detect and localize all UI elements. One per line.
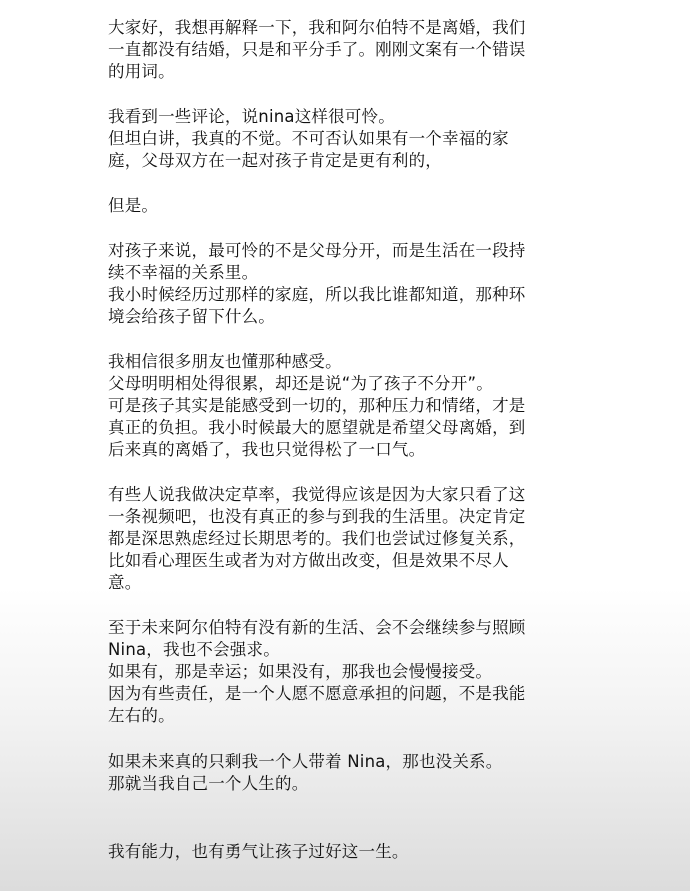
text-line: 我看到一些评论，说nina这样很可怜。 <box>108 107 395 126</box>
text-line: 意。 <box>108 573 142 592</box>
text-line: 庭，父母双方在一起对孩子肯定是更有利的， <box>108 151 442 170</box>
text-line: 我小时候经历过那样的家庭，所以我比谁都知道，那种环 <box>108 285 526 304</box>
text-line: 的用词。 <box>108 62 175 81</box>
text-line: 一直都没有结婚，只是和平分手了。刚刚文案有一个错误 <box>108 40 526 59</box>
text-line: 但是。 <box>108 196 159 215</box>
text-line: 境会给孩子留下什么。 <box>108 307 275 326</box>
text-line: 我有能力，也有勇气让孩子过好这一生。 <box>108 842 409 861</box>
text-line: 有些人说我做决定草率，我觉得应该是因为大家只看了这 <box>108 485 526 504</box>
text-line: 真正的负担。我小时候最大的愿望就是希望父母离婚，到 <box>108 418 526 437</box>
text-line: 对孩子来说，最可怜的不是父母分开，而是生活在一段持 <box>108 241 526 260</box>
text-line: 可是孩子其实是能感受到一切的，那种压力和情绪，才是 <box>108 396 526 415</box>
text-line: Nina，我也不会强求。 <box>108 640 280 659</box>
text-line: 因为有些责任，是一个人愿不愿意承担的问题，不是我能 <box>108 684 526 703</box>
text-line: 那就当我自己一个人生的。 <box>108 774 309 793</box>
text-line: 大家好，我想再解释一下，我和阿尔伯特不是离婚，我们 <box>108 18 526 37</box>
text-line: 如果有，那是幸运；如果没有，那我也会慢慢接受。 <box>108 662 493 681</box>
text-line: 比如看心理医生或者为对方做出改变，但是效果不尽人 <box>108 551 509 570</box>
text-line: 如果未来真的只剩我一个人带着 Nina，那也没关系。 <box>108 752 503 771</box>
text-line: 都是深思熟虑经过长期思考的。我们也尝试过修复关系， <box>108 529 526 548</box>
text-line: 父母明明相处得很累，却还是说“为了孩子不分开”。 <box>108 374 493 393</box>
text-line: 左右的。 <box>108 706 175 725</box>
text-line: 但坦白讲，我真的不觉。不可否认如果有一个幸福的家 <box>108 129 509 148</box>
text-line: 至于未来阿尔伯特有没有新的生活、会不会继续参与照顾 <box>108 618 526 637</box>
text-line: 我相信很多朋友也懂那种感受。 <box>108 352 342 371</box>
text-line: 后来真的离婚了，我也只觉得松了一口气。 <box>108 440 426 459</box>
text-line: 续不幸福的关系里。 <box>108 263 259 282</box>
text-line: 一条视频吧，也没有真正的参与到我的生活里。决定肯定 <box>108 507 526 526</box>
